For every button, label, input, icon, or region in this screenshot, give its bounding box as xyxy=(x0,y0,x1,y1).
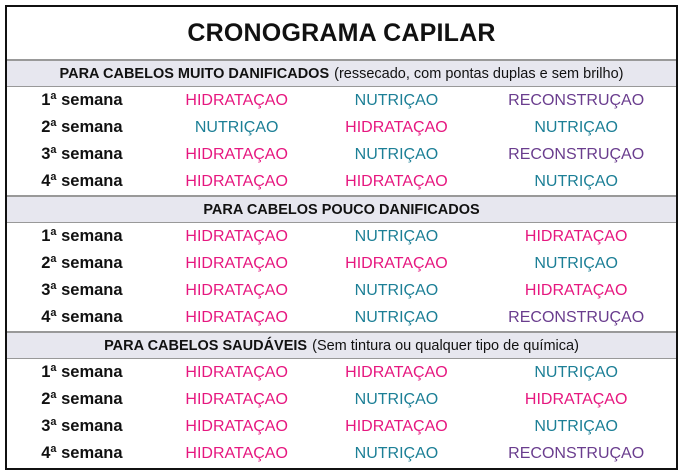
treatment-cell: HIDRATAÇAO xyxy=(185,444,288,462)
treatment-cell: NUTRIÇAO xyxy=(354,308,439,326)
treatment-cell: HIDRATAÇAO xyxy=(185,172,288,190)
week-label: 4ª semana xyxy=(41,172,123,190)
table-row xyxy=(7,114,676,141)
section-heading xyxy=(7,332,676,359)
treatment-cell: HIDRATAÇAO xyxy=(524,281,628,299)
treatment-cell: HIDRATAÇAO xyxy=(345,417,448,435)
section-heading-note: (ressecado, com pontas duplas e sem brilho) xyxy=(334,65,624,82)
treatment-cell: NUTRIÇAO xyxy=(534,254,618,272)
treatment-cell: HIDRATAÇAO xyxy=(185,363,288,381)
treatment-cell: HIDRATAÇAO xyxy=(345,118,448,136)
treatment-cell: HIDRATAÇAO xyxy=(185,145,288,163)
week-label: 2ª semana xyxy=(41,118,123,136)
week-label: 1ª semana xyxy=(41,91,123,109)
sections-container xyxy=(7,60,676,467)
table-row xyxy=(7,304,676,331)
table-row xyxy=(7,413,676,440)
table-row xyxy=(7,250,676,277)
table-row xyxy=(7,386,676,413)
section-heading xyxy=(7,60,676,87)
treatment-cell: NUTRIÇAO xyxy=(534,172,618,190)
table-row xyxy=(7,359,676,386)
treatment-cell: NUTRIÇAO xyxy=(534,118,618,136)
treatment-cell: HIDRATAÇAO xyxy=(185,281,288,299)
week-label: 3ª semana xyxy=(41,281,123,299)
treatment-cell: HIDRATAÇAO xyxy=(185,91,288,109)
table-row xyxy=(7,87,676,114)
treatment-cell: NUTRIÇAO xyxy=(534,417,618,435)
page-title: CRONOGRAMA CAPILAR xyxy=(7,7,676,60)
treatment-cell: NUTRIÇAO xyxy=(534,363,618,381)
treatment-cell: HIDRATAÇAO xyxy=(345,172,448,190)
treatment-cell: HIDRATAÇAO xyxy=(185,227,288,245)
week-label: 1ª semana xyxy=(41,363,123,381)
section-2 xyxy=(7,196,676,332)
table-row xyxy=(7,168,676,195)
week-label: 4ª semana xyxy=(41,308,123,326)
section-1 xyxy=(7,60,676,196)
treatment-cell: HIDRATAÇAO xyxy=(345,254,448,272)
section-heading-title: PARA CABELOS SAUDÁVEIS xyxy=(104,337,308,354)
treatment-cell: RECONSTRUÇAO xyxy=(508,145,645,163)
week-label: 4ª semana xyxy=(41,444,123,462)
treatment-cell: RECONSTRUÇAO xyxy=(508,308,645,326)
section-heading-note: (Sem tintura ou qualquer tipo de química) xyxy=(312,337,579,354)
section-heading-title: PARA CABELOS POUCO DANIFICADOS xyxy=(203,201,480,218)
treatment-cell: NUTRIÇAO xyxy=(194,118,279,136)
table-row xyxy=(7,223,676,250)
treatment-cell: HIDRATAÇAO xyxy=(524,227,628,245)
treatment-cell: HIDRATAÇAO xyxy=(185,254,288,272)
week-label: 3ª semana xyxy=(41,417,123,435)
treatment-cell: NUTRIÇAO xyxy=(354,145,439,163)
section-3 xyxy=(7,332,676,467)
treatment-cell: HIDRATAÇAO xyxy=(185,417,288,435)
table-row xyxy=(7,440,676,467)
schedule-table xyxy=(5,5,678,470)
treatment-cell: NUTRIÇAO xyxy=(354,444,439,462)
treatment-cell: NUTRIÇAO xyxy=(354,281,439,299)
section-heading-title: PARA CABELOS MUITO DANIFICADOS xyxy=(59,65,330,82)
week-label: 2ª semana xyxy=(41,390,123,408)
treatment-cell: HIDRATAÇAO xyxy=(185,308,288,326)
week-label: 1ª semana xyxy=(41,227,123,245)
treatment-cell: HIDRATAÇAO xyxy=(185,390,288,408)
table-row xyxy=(7,141,676,168)
section-heading xyxy=(7,196,676,223)
treatment-cell: HIDRATAÇAO xyxy=(524,390,628,408)
treatment-cell: NUTRIÇAO xyxy=(354,390,439,408)
treatment-cell: NUTRIÇAO xyxy=(354,227,439,245)
week-label: 2ª semana xyxy=(41,254,123,272)
week-label: 3ª semana xyxy=(41,145,123,163)
treatment-cell: NUTRIÇAO xyxy=(354,91,439,109)
treatment-cell: RECONSTRUÇAO xyxy=(508,91,645,109)
treatment-cell: HIDRATAÇAO xyxy=(345,363,448,381)
treatment-cell: RECONSTRUÇAO xyxy=(508,444,645,462)
table-row xyxy=(7,277,676,304)
